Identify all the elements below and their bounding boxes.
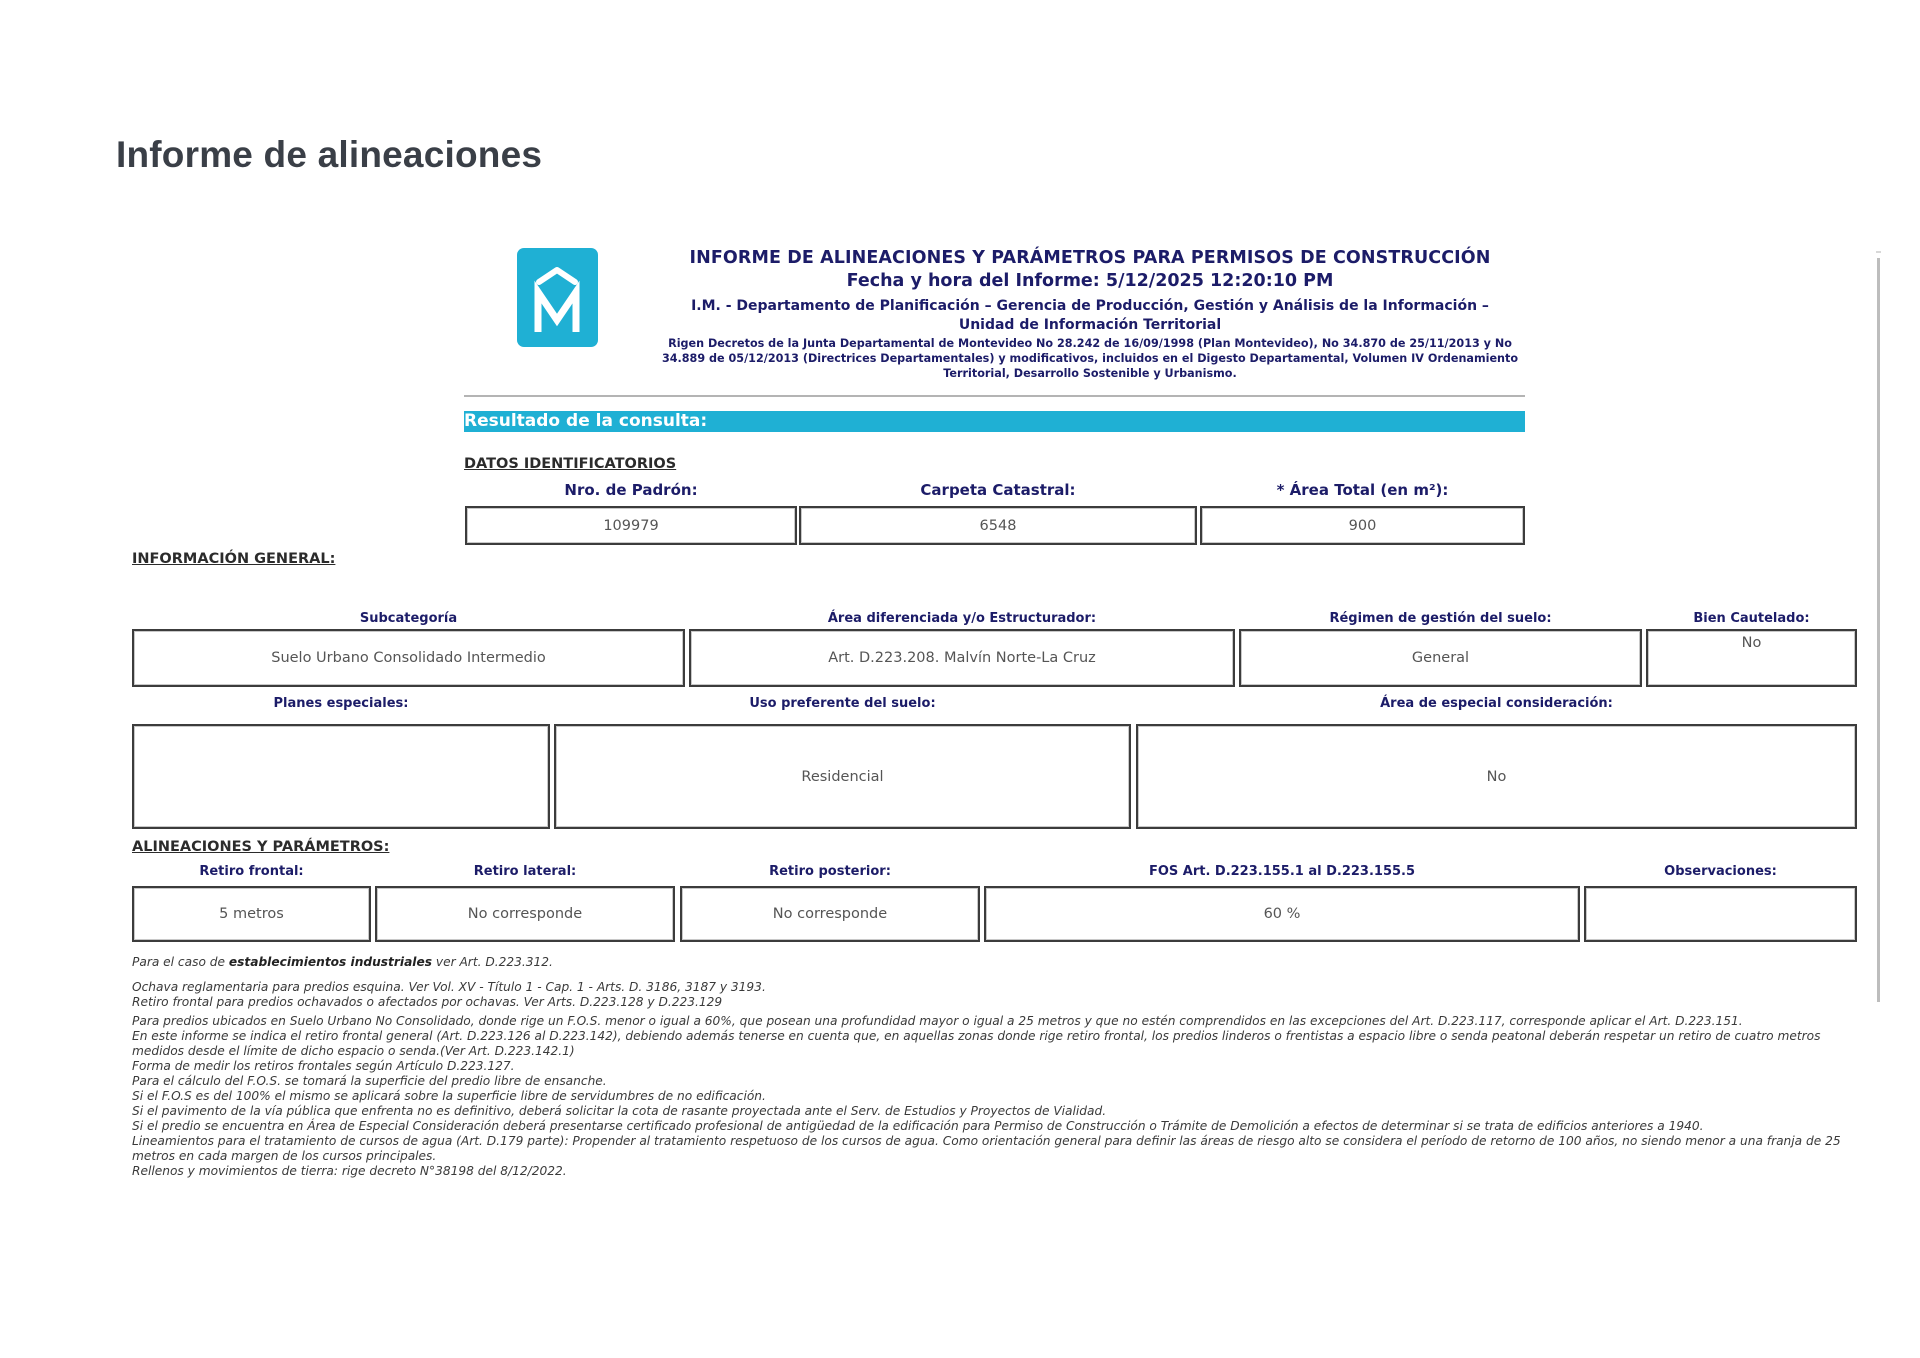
- report-legal-decrees: Rigen Decretos de la Junta Departamental de Montevideo No 28.242 de 16/09/1998 (Plan Montevideo), No 34.870 de 25/11/2013 y No 34.889 de 05/12/2013 (Directrices Departamentales) y modificativos, incluidos en el Digesto Departamental, Volumen IV Ordenamiento Territorial, Desarrollo Sostenible y Urbanismo.: [661, 337, 1519, 380]
- label-padron: Nro. de Padrón:: [564, 481, 698, 499]
- label-uso-preferente: Uso preferente del suelo:: [749, 696, 936, 711]
- value-subcategoria: Suelo Urbano Consolidado Intermedio: [132, 629, 685, 687]
- value-retiro-lateral: No corresponde: [375, 886, 675, 942]
- header-divider: [464, 395, 1525, 397]
- label-carpeta-catastral: Carpeta Catastral:: [920, 481, 1076, 499]
- value-uso-preferente: Residencial: [554, 724, 1131, 829]
- note-line: Lineamientos para el tratamiento de cursos de agua (Art. D.179 parte): Propender al tratamiento respetuoso de los cursos de agua. Como orientación general para definir las áreas de riesgo alto se considera el período de retorno de 100 años, no siendo menor a una franja de 25 metros en cada margen de los cursos principales.: [132, 1134, 1841, 1163]
- note-line: Forma de medir los retiros frontales según Artículo D.223.127.: [132, 1059, 515, 1073]
- label-area-especial-consideracion: Área de especial consideración:: [1380, 696, 1613, 711]
- note-industrial-suffix: ver Art. D.223.312.: [432, 955, 553, 969]
- value-retiro-posterior: No corresponde: [680, 886, 980, 942]
- section-alineaciones-parametros: ALINEACIONES Y PARÁMETROS:: [132, 839, 390, 855]
- scrollbar-top-cap: [1876, 251, 1881, 253]
- label-fos: FOS Art. D.223.155.1 al D.223.155.5: [1148, 864, 1416, 879]
- label-observaciones: Observaciones:: [1664, 864, 1777, 879]
- label-retiro-posterior: Retiro posterior:: [769, 864, 891, 879]
- note-line: Si el F.O.S es del 100% el mismo se aplicará sobre la superficie libre de servidumbres de no edificación.: [132, 1089, 766, 1103]
- scrollbar[interactable]: [1877, 258, 1880, 1002]
- report-date: Fecha y hora del Informe: 5/12/2025 12:20:10 PM: [846, 271, 1334, 291]
- note-line: Rellenos y movimientos de tierra: rige decreto N°38198 del 8/12/2022.: [132, 1164, 567, 1178]
- value-bien-cautelado: No: [1646, 629, 1857, 687]
- result-bar: Resultado de la consulta:: [464, 411, 1525, 432]
- label-area-diferenciada: Área diferenciada y/o Estructurador:: [827, 611, 1097, 626]
- value-padron: 109979: [465, 506, 797, 545]
- value-observaciones: [1584, 886, 1857, 942]
- value-area-especial-consideracion: No: [1136, 724, 1857, 829]
- report-title: INFORME DE ALINEACIONES Y PARÁMETROS PARA PERMISOS DE CONSTRUCCIÓN: [689, 248, 1491, 268]
- note-line: Ochava reglamentaria para predios esquina. Ver Vol. XV - Título 1 - Cap. 1 - Arts. D. 3186, 3187 y 3193.: [132, 980, 766, 994]
- value-fos: 60 %: [984, 886, 1580, 942]
- montevideo-logo-icon: [517, 248, 598, 347]
- page-title: Informe de alineaciones: [116, 134, 543, 175]
- label-regimen-gestion: Régimen de gestión del suelo:: [1329, 611, 1552, 626]
- note-line: En este informe se indica el retiro frontal general (Art. D.223.126 al D.223.142), debiendo además tenerse en cuenta que, en aquellas zonas donde rige retiro frontal, los predios linderos o frentistas a espacio libre o senda peatonal deberán respetar un retiro de cuatro metros medidos desde el límite de dicho espacio o senda.(Ver Art. D.223.142.1): [132, 1029, 1821, 1058]
- note-industrial: [132, 955, 1862, 970]
- label-area-total: * Área Total (en m²):: [1276, 481, 1449, 499]
- label-retiro-frontal: Retiro frontal:: [199, 864, 304, 879]
- note-line: Para predios ubicados en Suelo Urbano No Consolidado, donde rige un F.O.S. menor o igual a 60%, que posean una profundidad mayor o igual a 25 metros y que no estén comprendidos en las excepciones del Art. D.223.117, corresponde aplicar el Art. D.223.151.: [132, 1014, 1743, 1028]
- label-planes-especiales: Planes especiales:: [273, 696, 409, 711]
- section-informacion-general: INFORMACIÓN GENERAL:: [132, 551, 336, 567]
- value-planes-especiales: [132, 724, 550, 829]
- note-industrial-bold: establecimientos industriales: [228, 955, 432, 969]
- note-industrial-prefix: Para el caso de: [132, 955, 229, 969]
- label-bien-cautelado: Bien Cautelado:: [1693, 611, 1810, 626]
- label-subcategoria: Subcategoría: [359, 611, 458, 626]
- notes-block: [132, 980, 1862, 1179]
- value-area-total: 900: [1200, 506, 1525, 545]
- note-line: Si el predio se encuentra en Área de Especial Consideración deberá presentarse certificado profesional de antigüedad de la edificación para Permiso de Construcción o Trámite de Demolición a efectos de determinar si se trata de edificios anteriores a 1940.: [132, 1119, 1704, 1133]
- label-retiro-lateral: Retiro lateral:: [473, 864, 577, 879]
- note-line: Retiro frontal para predios ochavados o afectados por ochavas. Ver Arts. D.223.128 y D.223.129: [132, 995, 723, 1009]
- note-line: Si el pavimento de la vía pública que enfrenta no es definitivo, deberá solicitar la cota de rasante proyectada ante el Serv. de Estudios y Proyectos de Vialidad.: [132, 1104, 1107, 1118]
- section-datos-identificatorios: DATOS IDENTIFICATORIOS: [464, 456, 677, 472]
- note-line: Para el cálculo del F.O.S. se tomará la superficie del predio libre de ensanche.: [132, 1074, 607, 1088]
- report-department: I.M. - Departamento de Planificación – Gerencia de Producción, Gestión y Análisis de la Información – Unidad de Información Territorial: [691, 298, 1489, 333]
- value-regimen-gestion: General: [1239, 629, 1642, 687]
- value-retiro-frontal: 5 metros: [132, 886, 371, 942]
- value-area-diferenciada: Art. D.223.208. Malvín Norte-La Cruz: [689, 629, 1235, 687]
- value-carpeta-catastral: 6548: [799, 506, 1197, 545]
